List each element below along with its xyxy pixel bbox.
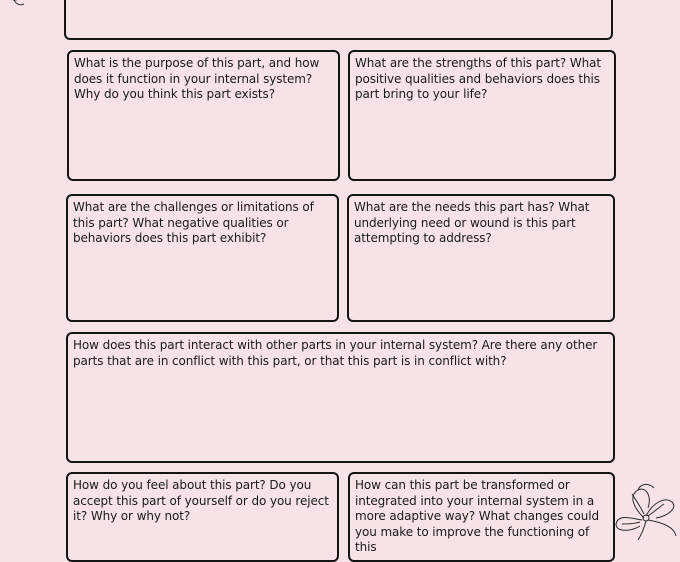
response-box-purpose[interactable] [67,50,340,181]
prompt-needs: What are the needs this part has? What underlying need or wound is this part attempting to address? [354,200,590,245]
response-box-challenges[interactable] [66,194,339,322]
response-box-needs[interactable] [347,194,615,322]
response-box-top[interactable] [64,0,613,40]
prompt-challenges: What are the challenges or limitations of this part? What negative qualities or behaviors does this part exhibit? [73,200,314,245]
flower-outline-icon [608,478,680,540]
response-box-transform[interactable] [348,472,615,562]
response-box-feelings[interactable] [66,472,339,562]
flower-outline-icon [0,0,34,10]
prompt-transform: How can this part be transformed or integrated into your internal system in a more adaptive way? What changes could you make to improve the functioning of this [355,478,599,554]
response-box-interaction[interactable] [66,332,615,463]
prompt-interaction: How does this part interact with other parts in your internal system? Are there any other parts that are in conflict with this part, or that this part is in conflict with? [73,338,598,368]
prompt-feelings: How do you feel about this part? Do you accept this part of yourself or do you reject it? Why or why not? [73,478,329,523]
response-box-strengths[interactable] [348,50,616,181]
prompt-purpose: What is the purpose of this part, and how does it function in your internal system? Why do you think this part exists? [74,56,320,101]
prompt-strengths: What are the strengths of this part? What positive qualities and behaviors does this part bring to your life? [355,56,601,101]
